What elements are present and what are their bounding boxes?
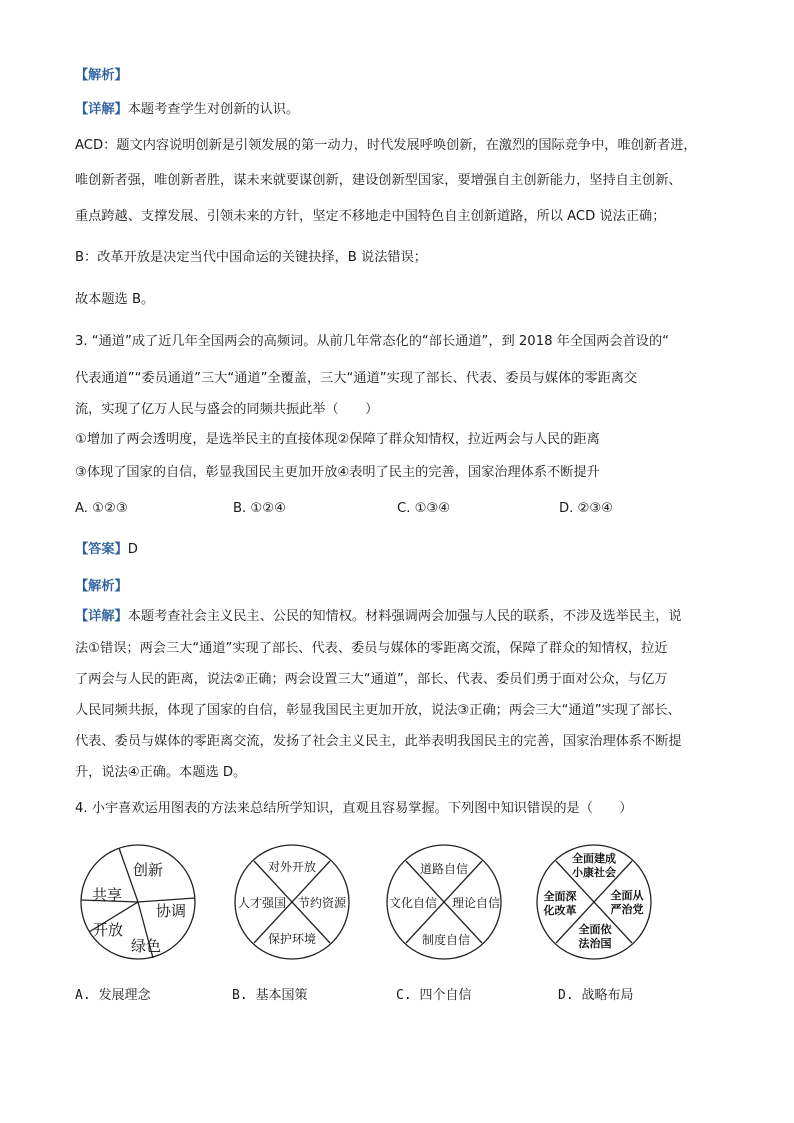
detail-line: 了两会与人民的距离，说法②正确；两会设置三大“通道”，部长、代表、委员们勇于面对公众，与亿万: [75, 672, 668, 687]
detail-tag: 【详解】: [75, 609, 128, 624]
caption-c: C. 四个自信: [396, 988, 472, 1003]
diagram-basic-policies: [232, 840, 352, 970]
answer-paragraph: [75, 541, 138, 559]
answer-value: D: [127, 542, 138, 557]
question3-statement: ③体现了国家的自信，彰显我国民主更加开放④表明了民主的完善，国家治理体系不断提升: [75, 465, 600, 480]
option-a: A. ①②③: [75, 501, 128, 516]
detail-paragraph: [75, 101, 299, 119]
caption-b: B. 基本国策: [232, 988, 308, 1003]
question3-statement: ①增加了两会透明度，是选举民主的直接体现②保障了群众知情权，拉近两会与人民的距离: [75, 432, 600, 447]
segment-label: 创新: [133, 861, 164, 879]
analysis-line: 故本题选 B。: [75, 292, 155, 307]
segment-label: 对外开放: [267, 860, 317, 874]
question3-stem-line: 流，实现了亿万人民与盛会的同频共振此举（ ）: [75, 402, 379, 417]
diagram-strategic-layout: [534, 840, 654, 970]
analysis-tag: 【解析】: [75, 68, 128, 83]
segment-label: 严治党: [610, 903, 644, 916]
segment-label: 法治国: [578, 937, 612, 950]
answer-tag: 【答案】: [75, 542, 128, 557]
segment-label: 全面建成: [572, 852, 616, 865]
analysis-line: 唯创新者强，唯创新者胜，谋未来就要谋创新，建设创新型国家，要增强自主创新能力，坚持自主创新、: [75, 173, 682, 188]
option-d: D. ②③④: [559, 501, 614, 516]
caption-d: D. 战略布局: [558, 988, 634, 1003]
segment-label: 文化自信: [388, 896, 438, 910]
diagram-four-confidences: [384, 840, 504, 970]
segment-label: 道路自信: [419, 862, 469, 876]
question4-stem: 4. 小宇喜欢运用图表的方法来总结所学知识，直观且容易掌握。下列图中知识错误的是（ ）: [75, 801, 633, 816]
caption-a: A. 发展理念: [75, 988, 151, 1003]
segment-label: 全面深: [543, 890, 577, 903]
analysis-line: 重点跨越、支撑发展、引领未来的方针，坚定不移地走中国特色自主创新道路，所以 ACD 说法正确；: [75, 209, 666, 224]
segment-label: 开放: [93, 921, 124, 939]
detail-line: 人民同频共振，体现了国家的自信，彰显我国民主更加开放，说法③正确；两会三大“通道”实现了部长、: [75, 703, 681, 718]
diagram-development-concepts: [78, 840, 198, 970]
segment-label: 化改革: [543, 904, 577, 917]
detail-line: 升，说法④正确。本题选 D。: [75, 765, 247, 780]
question3-stem-line: 代表通道”“委员通道”三大“通道”全覆盖，三大“通道”实现了部长、代表、委员与媒体的零距离交: [75, 371, 638, 386]
segment-label: 保护环境: [267, 932, 317, 946]
detail-line: 法①错误；两会三大“通道”实现了部长、代表、委员与媒体的零距离交流，保障了群众的知情权，拉近: [75, 641, 668, 656]
detail-line: 本题考查社会主义民主、公民的知情权。材料强调两会加强与人民的联系，不涉及选举民主，说: [127, 609, 682, 624]
segment-label: 人才强国: [237, 896, 287, 910]
segment-label: 小康社会: [572, 866, 616, 879]
segment-label: 协调: [156, 902, 187, 920]
analysis-tag: 【解析】: [75, 579, 128, 594]
question3-stem-line: 3. “通道”成了近几年全国两会的高频词。从前几年常态化的“部长通道”，到 2018 年全国两会首设的“: [75, 334, 670, 349]
detail-tag: 【详解】: [75, 102, 128, 117]
option-b: B. ①②④: [233, 501, 286, 516]
analysis-line: B：改革开放是决定当代中国命运的关键抉择，B 说法错误；: [75, 250, 427, 265]
segment-label: 节约资源: [297, 896, 347, 910]
segment-label: 全面从: [610, 889, 644, 902]
segment-label: 理论自信: [451, 896, 501, 910]
analysis-line: ACD：题文内容说明创新是引领发展的第一动力，时代发展呼唤创新，在激烈的国际竞争中，唯创新者进，: [75, 138, 697, 153]
detail-line: 代表、委员与媒体的零距离交流，发扬了社会主义民主，此举表明我国民主的完善，国家治理体系不断提: [75, 734, 682, 749]
detail-paragraph: [75, 608, 682, 626]
segment-label: 全面依: [578, 923, 612, 936]
option-c: C. ①③④: [397, 501, 451, 516]
segment-label: 制度自信: [421, 933, 471, 947]
detail-text: 本题考查学生对创新的认识。: [127, 102, 300, 117]
segment-label: 绿色: [131, 937, 162, 955]
segment-label: 共享: [92, 886, 123, 904]
